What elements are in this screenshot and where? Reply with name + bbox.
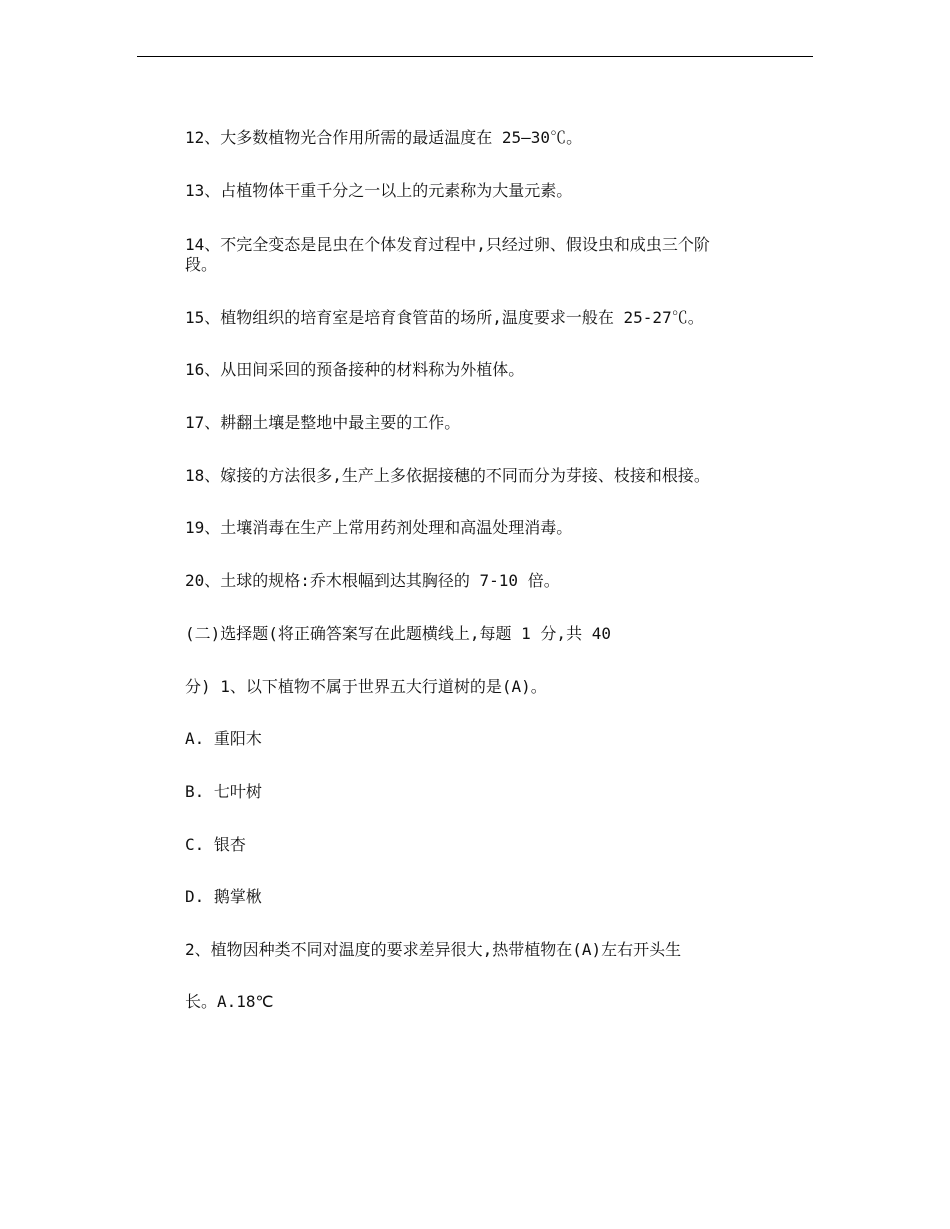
- text-line-19: 19、土壤消毒在生产上常用药剂处理和高温处理消毒。: [185, 518, 573, 537]
- text-line-16: 16、从田间采回的预备接种的材料称为外植体。: [185, 360, 525, 379]
- question-1: 分) 1、以下植物不属于世界五大行道树的是(A)。: [185, 677, 547, 696]
- question-2-cont: 长。A.18℃: [185, 992, 274, 1011]
- question-2: 2、植物因种类不同对温度的要求差异很大,热带植物在(A)左右开头生: [185, 940, 682, 959]
- option-a: A. 重阳木: [185, 729, 262, 748]
- option-c: C. 银杏: [185, 835, 246, 854]
- option-d: D. 鹅掌楸: [185, 887, 262, 906]
- text-line-17: 17、耕翻土壤是整地中最主要的工作。: [185, 413, 461, 432]
- text-line-20: 20、土球的规格:乔木根幅到达其胸径的 7-10 倍。: [185, 571, 560, 590]
- section-heading-choice: (二)选择题(将正确答案写在此题横线上,每题 1 分,共 40: [185, 624, 611, 643]
- text-line-14-cont: 段。: [185, 255, 218, 274]
- header-rule: [137, 56, 813, 57]
- option-b: B. 七叶树: [185, 782, 262, 801]
- text-line-12: 12、大多数植物光合作用所需的最适温度在 25—30℃。: [185, 128, 583, 147]
- text-line-14: 14、不完全变态是昆虫在个体发育过程中,只经过卵、假设虫和成虫三个阶: [185, 235, 710, 254]
- text-line-15: 15、植物组织的培育室是培育食管苗的场所,温度要求一般在 25-27℃。: [185, 308, 704, 327]
- text-line-18: 18、嫁接的方法很多,生产上多依据接穗的不同而分为芽接、枝接和根接。: [185, 466, 710, 485]
- text-line-13: 13、占植物体干重千分之一以上的元素称为大量元素。: [185, 181, 573, 200]
